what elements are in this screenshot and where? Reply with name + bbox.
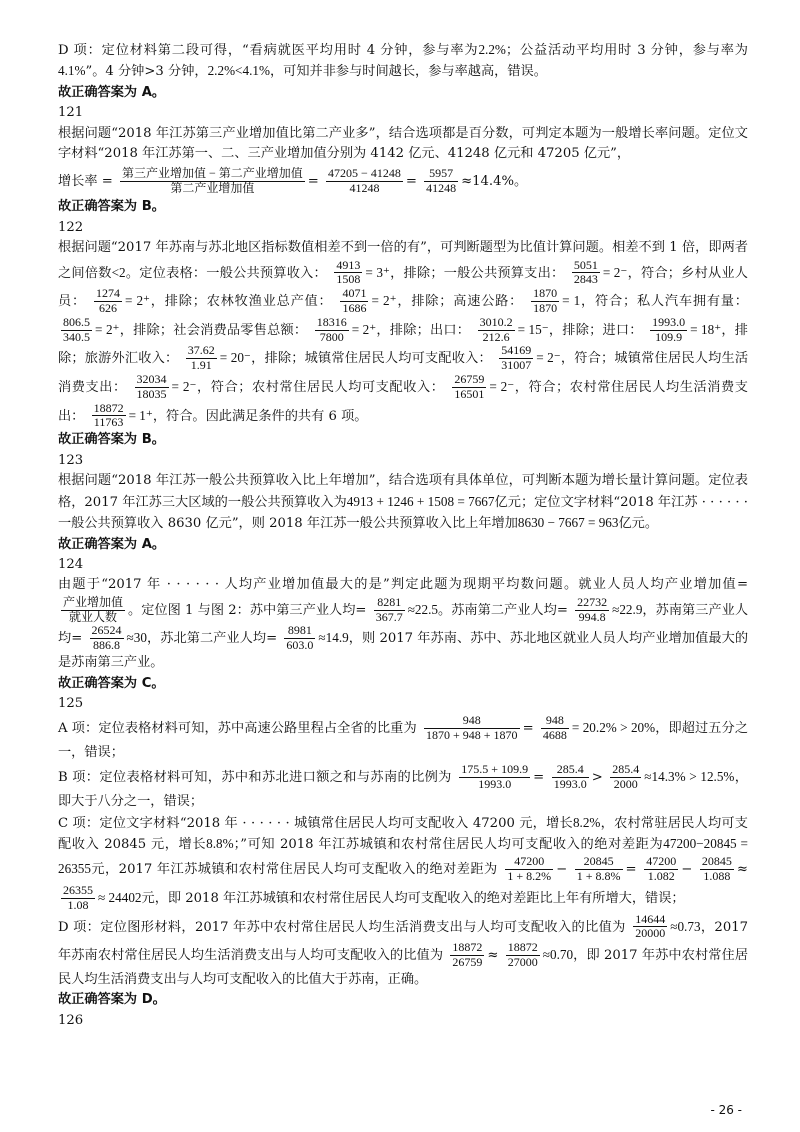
question-number: 125 (58, 695, 84, 711)
q124-text: 由题于“2017 年 · · · · · · 人均产业增加值最大的是”判定此题为现期平均数问题。就业人员人均产业增加值= $\frac{\text{产业增加值}}{\text{就业人数}}$ 。定位图 1 与图 2：苏中第三产业人均= $\frac{8281}{367.7}$ ≈22.5。苏南第二产业人均= $\frac{22732}{994.8}$ ≈22.9，苏南第三产业人均= $\frac{26524}{886.8}$ ≈30，苏北第二产业人均= $\frac{8981}{603.0}$ ≈14.9，则 2017 年苏南、苏中、苏北地区就业人员人均产业增加值最大的是苏南第三产业。 (58, 577, 749, 671)
question-number: 124 (58, 556, 84, 572)
q120-d-option: D 项：定位材料第二段可得，“看病就医平均用时 4 分钟，参与率为2.2%；公益活动平均用时 3 分钟，参与率为4.1%”。4 分钟>3 分钟，2.2%<4.1%，可知并非参与时间越长，参与率越高，错误。 (58, 42, 748, 80)
question-number: 122 (58, 219, 84, 235)
q125-option-c: C 项：定位文字材料“2018 年 · · · · · · 城镇常住居民人均可支配收入 47200 元，增长8.2%，农村常驻居民人均可支配收入 20845 元，增长8.8%；”可知 2018 年江苏城镇和农村常住居民人均可支配收入的绝对差距为47200−20845 = 26355元，2017 年江苏城镇和农村常住居民人均可支配收入的绝对差距为 $\frac{47200}{1 + 8.2\%}$ − $\frac{20845}{1 + 8.8\%}$ = $\frac{47200}{1.082}$ − $\frac{20845}{1.088}$ ≈ $\frac{26355}{1.08}$ ≈ 24402元，即 2018 年江苏城镇和农村常住居民人均可支配收入的绝对差距比上年有所增大，错误； (58, 814, 748, 912)
page-number: - 26 - (710, 1103, 742, 1117)
answer-120: 故正确答案为 A。 (58, 84, 166, 100)
q122-text: 根据问题“2017 年苏南与苏北地区指标数值相差不到一倍的有”，可判断题型为比值计算问题。相差不到 1 倍，即两者之间倍数<2。定位表格：一般公共预算收入： $\frac{4913}{1508}$ = 3⁺，排除；一般公共预算支出： $\frac{5051}{2843}$ = 2⁻，符合；乡村从业人员： $\frac{1274}{626}$ = 2⁺，排除；农林牧渔业总产值： $\frac{4071}{1686}$ = 2⁺，排除；高速公路： $\frac{1870}{1870}$ = 1，符合；私人汽车拥有量： $\frac{806.5}{340.5}$ = 2⁺，排除；社会消费品零售总额： $\frac{18316}{7800}$ = 2⁺，排除；出口： $\frac{3010.2}{212.6}$ = 15⁻，排除；进口： $\frac{1993.0}{109.9}$ = 18⁺，排除；旅游外汇收入： $\frac{37.62}{1.91}$ = 20⁻，排除；城镇常住居民人均可支配收入： $\frac{54169}{31007}$ = 2⁻，符合；城镇常住居民人均生活消费支出： $\frac{32034}{18035}$ = 2⁻，符合；农村常住居民人均可支配收入： $\frac{26759}{16501}$ = 2⁻，符合；农村常住居民人均生活消费支出： $\frac{18872}{11763}$ = 1⁺，符合。因此满足条件的共有 6 项。 (58, 240, 749, 430)
page-content (58, 40, 748, 1031)
question-number: 121 (58, 105, 84, 121)
q125-option-a: A 项：定位表格材料可知，苏中高速公路里程占全省的比重为 $\frac{948}{1870 + 948 + 1870}$ = $\frac{948}{4688}$ = 20.2% > 20%，即超过五分之一，错误； (58, 713, 749, 760)
q123-text: 根据问题“2018 年江苏一般公共预算收入比上年增加”，结合选项有具体单位，可判断本题为增长量计算问题。定位表格，2017 年江苏三大区域的一般公共预算收入为4913 + 1246 + 1508 = 7667亿元；定位文字材料“2018 年江苏 · · · · · · 一般公共预算收入 8630 亿元”，则 2018 年江苏一般公共预算收入比上年增加8630 − 7667 = 963亿元。 (58, 473, 748, 532)
answer-124: 故正确答案为 C。 (58, 675, 165, 691)
answer-125: 故正确答案为 D。 (58, 992, 166, 1008)
fraction: $\frac{5957}{41248}$ (426, 165, 457, 195)
question-number: 126 (58, 1012, 84, 1028)
answer-122: 故正确答案为 B。 (58, 432, 165, 448)
q125-option-b: B 项：定位表格材料可知，苏中和苏北进口额之和与苏南的比例为 $\frac{175.5 + 109.9}{1993.0}$ = $\frac{285.4}{1993.0}$ > $\frac{285.4}{2000}$ ≈14.3% > 12.5%，即大于八分之一，错误； (58, 762, 748, 810)
answer-121: 故正确答案为 B。 (58, 199, 165, 215)
q121-formula: 增长率 = $\frac{\text{第三产业增加值 − 第二产业增加值}}{\text{第二产业增加值}}$ = $\frac{47205 - 41248}{41248}$ = $\frac{5957}{41248}$ ≈14.4%。 (58, 165, 528, 195)
question-number: 123 (58, 452, 84, 468)
answer-123: 故正确答案为 A。 (58, 536, 166, 552)
fraction: $\frac{\text{第三产业增加值 − 第二产业增加值}}{\text{第二产业增加值}}$ (122, 165, 303, 195)
q121-text: 根据问题“2018 年江苏第三产业增加值比第二产业多”，结合选项都是百分数，可判定本题为一般增长率问题。定位文字材料“2018 年江苏第一、二、三产业增加值分别为 4142 亿元、41248 亿元和 47205 亿元”， (58, 125, 748, 162)
fraction: $\frac{47205 - 41248}{41248}$ (328, 165, 401, 195)
q125-option-d: D 项：定位图形材料，2017 年苏中农村常住居民人均生活消费支出与人均可支配收入的比值为 $\frac{14644}{20000}$ ≈0.73，2017 年苏南农村常住居民人均生活消费支出与人均可支配收入的比值为 $\frac{18872}{26759}$ ≈ $\frac{18872}{27000}$ ≈0.70，即 2017 年苏中农村常住居民人均生活消费支出与人均可支配收入的比值大于苏南，正确。 (58, 911, 749, 987)
